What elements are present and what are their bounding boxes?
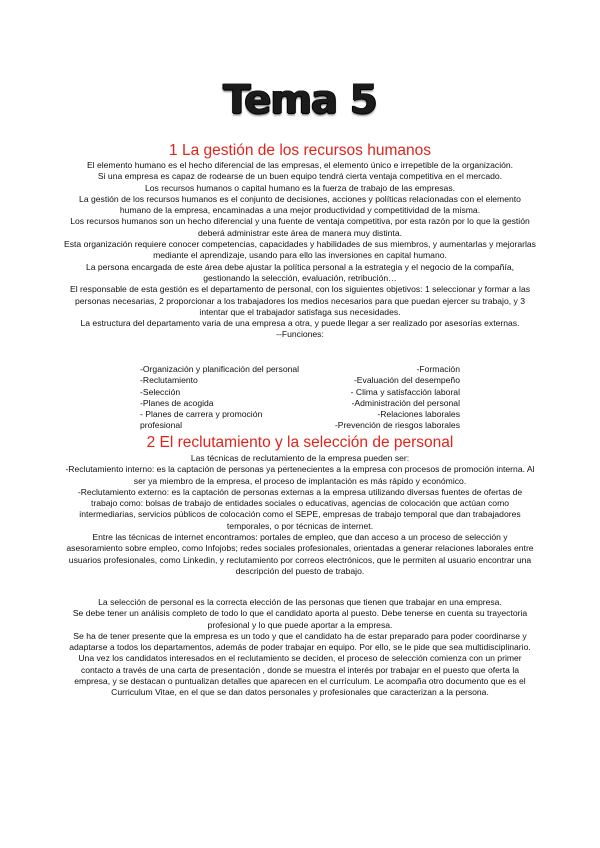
functions-list [140,364,460,432]
function-item: -Prevención de riesgos laborales [334,420,460,431]
function-item: -Evaluación del desempeño [353,375,460,386]
function-item: profesional [140,420,183,431]
section-2-recruitment-body [64,453,536,577]
section-1-body [64,160,536,341]
functions-label: --Funciones: [276,329,324,340]
function-item: -Relaciones laborales [377,409,460,420]
function-item: -Planes de acogida [140,397,214,408]
section-2-heading: 2 El reclutamiento y la selección de personal [146,434,454,451]
section-1-heading: 1 La gestión de los recursos humanos [169,142,431,159]
paragraph: El responsable de esta gestión es el departamento de personal, con los siguientes objetivos: 1 seleccionar y formar a las personas necesarias, 2 proporcionar a los trabajadores los medios necesarios para que puedan ejercer su trabajo, y 3 intentar que el trabajador satisfaga sus necesidades. [69,284,531,317]
function-item: -Organización y planificación del personal [140,364,300,374]
function-item: -Administración del personal [351,397,460,408]
function-item: -Reclutamiento [140,375,198,386]
paragraph: Las técnicas de reclutamiento de la empresa pueden ser: [190,453,410,463]
function-item: -Selección [140,386,181,397]
paragraph: Entre las técnicas de internet encontramos: portales de empleo, que dan acceso a un proceso de selección y asesoramiento sobre empleo, como Infojobs; redes sociales profesionales, orientadas a generar relaciones laborales entre usuarios profesionales, como Linkedin, y reclutamiento por correos electrónicos, que le permiten al usuario encontrar una descripción del puesto de trabajo. [66,532,534,576]
function-item: -Formación [416,364,460,374]
paragraph: Se debe tener un análisis completo de todo lo que el candidato aporta al puesto. Debe tenerse en cuenta su trayectoria profesional y lo que puede aportar a la empresa. [72,608,528,630]
paragraph: La selección de personal es la correcta elección de las personas que tienen que trabajar en una empresa. [98,597,502,607]
paragraph: Los recursos humanos son un hecho diferencial y una fuente de ventaja competitiva, por esta razón por lo que la gestión deberá administrar este área de manera muy distinta. [70,216,530,238]
paragraph: Los recursos humanos o capital humano es la fuerza de trabajo de las empresas. [144,182,456,193]
paragraph: Esta organización requiere conocer competencias, capacidades y habilidades de sus miembros, y aumentarlas y mejorarlas mediante el aprendizaje, usando para ello las inversiones en capital humano. [64,239,536,261]
paragraph: Se ha de tener presente que la empresa es un todo y que el candidato ha de estar preparado para poder coordinarse y adaptarse a todos los departamentos, además de poder trabajar en equipo. Por ello, se le pide que sea multidisciplinario. [69,630,531,653]
paragraph: La persona encargada de este área debe ajustar la política personal a la estrategia y el negocio de la compañía, gestionando la selección, evaluación, retribución… [85,261,515,283]
section-2-selection-body [64,597,536,699]
paragraph: La gestión de los recursos humanos es el conjunto de decisiones, acciones y políticas relacionadas con el elemento humano de la empresa, encaminadas a una mejor productividad y competitividad de la misma. [79,193,521,216]
functions-right-column [300,364,460,432]
paragraph: -Reclutamiento externo: es la captación de personas externas a la empresa utilizando diversas fuentes de ofertas de trabajo como: bolsas de trabajo de entidades sociales o educativas, agencias de colocación que actúan como intermediarias, servicios públicos de colocación como el SEPE, empresas de trabajo temporal que dan trabajadores temporales, o por técnicas de internet. [77,486,523,531]
paragraph: -Reclutamiento interno: es la captación de personas ya pertenecientes a la empresa con procesos de promoción interna. Al ser ya miembro de la empresa, el proceso de implantación es más rápido y económico. [65,464,535,486]
function-item: - Clima y satisfacción laboral [350,386,460,397]
paragraph: La estructura del departamento varia de una empresa a otra, y puede llegar a ser realizado por asesorías externas. [80,318,520,329]
paragraph: Una vez los candidatos interesados en el reclutamiento se deciden, el proceso de selección comienza con un primer contacto a través de una carta de presentación , donde se muestra el interés por trabajar en el puesto que oferta la empresa, y se destacan o puntualizan detalles que aparecen en el currículum. Le acompaña otro documento que es el Curriculum Vitae, en el que se dan datos personales y profesionales que caracterizan a la persona. [74,653,526,698]
page-title: Tema 5 [223,77,377,123]
paragraph: Si una empresa es capaz de rodearse de un buen equipo tendrá cierta ventaja competitiva en el mercado. [97,171,503,182]
functions-left-column [140,364,300,432]
paragraph: El elemento humano es el hecho diferencial de las empresas, el elemento único e irrepetible de la organización. [86,160,514,170]
function-item: - Planes de carrera y promoción [140,409,263,420]
